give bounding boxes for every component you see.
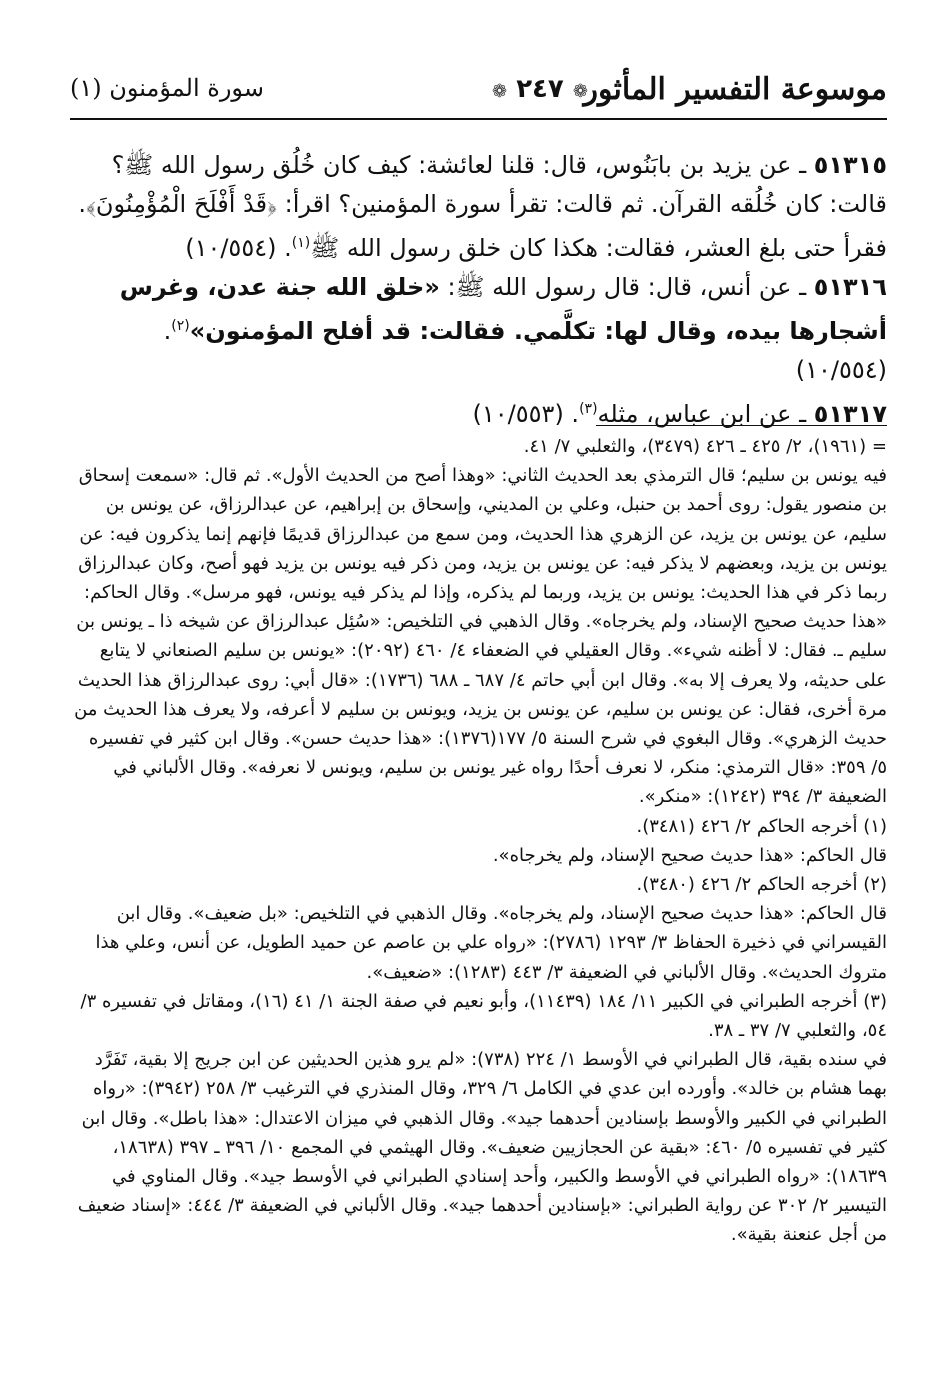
footnote-marker[interactable]: (١)	[291, 235, 311, 251]
page-number-text: ٢٤٧	[516, 74, 564, 104]
page-number	[460, 74, 620, 104]
entry-51316	[72, 268, 887, 390]
page-header	[70, 72, 887, 116]
footnote-continuation: = (١٩٦١)، ٢/ ٤٢٥ ـ ٤٢٦ (٣٤٧٩)، والثعلبي ٧/ ٤١.	[523, 436, 887, 457]
footnote-3: (٣) أخرجه الطبراني في الكبير ١١/ ١٨٤ (١١٤٣٩)، وأبو نعيم في صفة الجنة ١/ ٤١ (١٦)، ومقاتل في تفسيره ٣/ ٥٤، والثعلبي ٧/ ٣٧ ـ ٣٨.	[80, 990, 887, 1042]
footnotes	[74, 432, 887, 1250]
footnote-text: فيه يونس بن سليم؛ قال الترمذي بعد الحديث الثاني: «وهذا أصح من الحديث الأول». ثم قال: «سمعت إسحاق بن منصور يقول: روى أحمد بن حنبل، وعلي بن المديني، وإسحاق بن إبراهيم، عن عبدالرزاق، عن يونس بن سليم، عن يونس بن يزيد، عن الزهري هذا الحديث، ومن سمع من عبدالرزاق قديمًا فإنهم إنما يذكرون فيه: عن يونس بن يزيد، وبعضهم لا يذكر فيه: عن يونس بن يزيد، ومن ذكر فيه يونس بن يزيد فهو أصح، وكان عبدالرزاق ربما ذكر في هذا الحديث: يونس بن يزيد، وربما لم يذكره، وإذا لم يذكر فيه يونس، فهو مرسل». وقال الحاكم: «هذا حديث صحيح الإسناد، ولم يخرجاه». وقال الذهبي في التلخيص: «سُئِل عبدالرزاق عن شيخه ذا ـ يونس بن سليم ـ. فقال: لا أظنه شيء». وقال العقيلي في الضعفاء ٤/ ٤٦٠ (٢٠٩٢): «يونس بن سليم الصنعاني لا يتابع على حديثه، ولا يعرف إلا به». وقال ابن أبي حاتم ٤/ ٦٨٧ ـ ٦٨٨ (١٧٣٦): «قال أبي: روى عبدالرزاق هذا الحديث مرة أخرى، فقال: عن يونس بن سليم، عن يونس بن يزيد، ويونس بن سليم لا أعرفه، ولا يعرف هذا الحديث من حديث الزهري». وقال البغوي في شرح السنة ٥/ ١٧٧(١٣٧٦): «هذا حديث حسن». وقال ابن كثير في تفسيره ٥/ ٣٥٩: «قال الترمذي: منكر، لا نعرف أحدًا رواه غير يونس بن سليم، ويونس لا نعرفه». وقال الألباني في الضعيفة ٣/ ٣٩٤ (١٢٤٢): «منكر».	[74, 465, 887, 808]
footnote-text: قال الحاكم: «هذا حديث صحيح الإسناد، ولم يخرجاه».	[492, 844, 887, 866]
entry-hadith-text: «خلق الله جنة عدن، وغرس أشجارها بيده، وقال لها: تكلَّمي. فقالت: قد أفلح المؤمنون»	[119, 273, 887, 345]
footnote-text: قال الحاكم: «هذا حديث صحيح الإسناد، ولم يخرجاه». وقال الذهبي في التلخيص: «بل ضعيف». وقال ابن القيسراني في ذخيرة الحفاظ ٣/ ١٢٩٣ (٢٧٨٦): «رواه علي بن عاصم عن حميد الطويل، عن أنس، وعلي هذا متروك الحديث». وقال الألباني في الضعيفة ٣/ ٤٤٣ (١٢٨٣): «ضعيف».	[95, 903, 887, 983]
entry-51315	[72, 146, 887, 268]
entry-number: ٥١٣١٧	[813, 400, 887, 428]
footnote-text: في سنده بقية، قال الطبراني في الأوسط ١/ ٢٢٤ (٧٣٨): «لم يرو هذين الحديثين عن ابن جريج إلا بقية، تَفَرَّد بهما هشام بن خالد». وأورده ابن عدي في الكامل ٦/ ٣٢٩، وقال المنذري في الترغيب ٣/ ٢٥٨ (٣٩٤٢): «رواه الطبراني في الكبير والأوسط بإسنادين أحدهما جيد». وقال الذهبي في ميزان الاعتدال: «هذا باطل». وقال ابن كثير في تفسيره ٥/ ٤٦٠: «بقية عن الحجازيين ضعيف». وقال الهيثمي في المجمع ١٠/ ٣٩٦ ـ ٣٩٧ (١٨٦٣٨، ١٨٦٣٩): «رواه الطبراني في الأوسط والكبير، وأحد إسنادي الطبراني في الأوسط جيد». وقال المناوي في التيسير ٢/ ٣٠٢ عن رواية الطبراني: «بإسنادين أحدهما جيد». وقال الألباني في الضعيفة ٣/ ٤٤٤: «إسناد ضعيف من أجل عنعنة بقية».	[77, 1049, 887, 1246]
entry-number: ٥١٣١٦	[813, 273, 887, 301]
footnote-2: (٢) أخرجه الحاكم ٢/ ٤٢٦ (٣٤٨٠).	[636, 874, 887, 896]
footnote-separator	[596, 425, 887, 426]
entry-number: ٥١٣١٥	[813, 151, 887, 179]
entry-reference: . (١٠/٥٥٣)	[472, 400, 580, 428]
entry-text: ـ عن أنس، قال: قال رسول الله ﷺ:	[439, 273, 814, 301]
entry-text: ـ عن ابن عباس، مثله	[597, 400, 814, 428]
footnote-marker[interactable]: (٢)	[171, 318, 190, 334]
header-divider	[70, 118, 887, 120]
entry-reference: . (١٠/٥٥٤)	[163, 317, 887, 384]
ornament-right-icon: ❁	[572, 81, 588, 102]
main-text	[72, 146, 887, 434]
entry-text: ـ عن يزيد بن بابَنُوس، قال: قلنا لعائشة: كيف كان خُلُق رسول الله ﷺ؟ قالت: كان خُلُقه القرآن. ثم قالت: تقرأ سورة المؤمنين؟ اقرأ: ﴿قَدْ أَفْلَحَ الْمُؤْمِنُونَ﴾. فقرأ حتى بلغ العشر، فقالت: هكذا كان خلق رسول الله ﷺ	[78, 151, 887, 262]
ornament-left-icon: ❁	[492, 81, 508, 102]
footnote-marker[interactable]: (٣)	[579, 401, 598, 417]
entry-51317	[72, 390, 887, 434]
entry-reference: . (١٠/٥٥٤)	[185, 234, 292, 262]
book-title: موسوعة التفسير المأثور	[583, 72, 887, 107]
surah-title: سورة المؤمنون (١)	[70, 74, 264, 102]
footnote-1: (١) أخرجه الحاكم ٢/ ٤٢٦ (٣٤٨١).	[636, 815, 887, 837]
